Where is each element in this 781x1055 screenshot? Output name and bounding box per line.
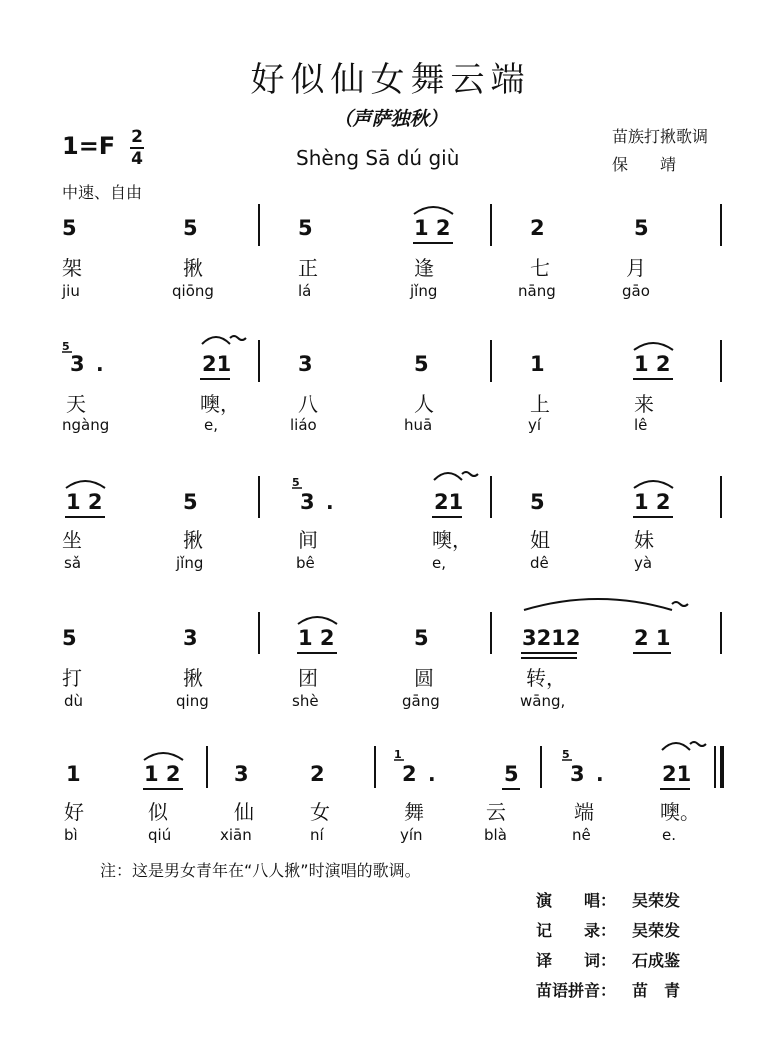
pinyin: qiú — [148, 826, 172, 844]
pinyin: bì — [64, 826, 78, 844]
lyric: 姐 — [530, 528, 550, 552]
note: 5 — [634, 216, 649, 240]
pinyin: shè — [292, 692, 319, 710]
note: 2 1 — [634, 626, 671, 650]
credit-value: 石成鉴 — [632, 951, 681, 970]
footnote: 注：这是男女青年在“八人揪”时演唱的歌调。 — [100, 861, 421, 880]
note: 3 — [570, 762, 585, 786]
pinyin: yín — [400, 826, 423, 844]
note: 21 — [202, 352, 232, 376]
region-label: 保 靖 — [612, 155, 677, 174]
augmentation-dot: . — [596, 762, 604, 786]
lyric: 来 — [634, 392, 654, 416]
note: 5 — [298, 216, 313, 240]
trill-mark — [672, 602, 688, 606]
lyric: 人 — [414, 392, 434, 416]
grace-note: 5 — [292, 476, 300, 489]
key-signature: 1=F — [62, 132, 116, 160]
note: 1 2 — [144, 762, 181, 786]
note: 3212 — [522, 626, 581, 650]
pinyin: e, — [204, 416, 218, 434]
credit-value: 苗 青 — [632, 981, 681, 1000]
genre-label: 苗族打揪歌调 — [612, 127, 709, 146]
pinyin: jiu — [62, 282, 80, 300]
pinyin: blà — [484, 826, 507, 844]
lyric: 架 — [62, 256, 82, 280]
lyric: 揪 — [183, 666, 203, 690]
lyric: 似 — [148, 800, 168, 824]
note: 21 — [434, 490, 464, 514]
pinyin: e. — [662, 826, 676, 844]
lyric: 转， — [526, 666, 566, 690]
slur — [634, 343, 673, 350]
note: 3 — [70, 352, 85, 376]
pinyin: lá — [298, 282, 312, 300]
pinyin: bê — [296, 554, 315, 572]
lyric: 天 — [66, 392, 86, 416]
credit-label: 译 词： — [536, 951, 617, 970]
lyric: 正 — [298, 256, 318, 280]
pinyin: gāo — [622, 282, 650, 300]
note: 1 2 — [414, 216, 451, 240]
credit-label: 演 唱： — [536, 891, 617, 910]
lyric: 噢。 — [660, 800, 700, 824]
note: 1 — [530, 352, 545, 376]
slur — [414, 207, 453, 214]
lyric: 仙 — [234, 800, 254, 824]
pinyin: nāng — [518, 282, 556, 300]
grace-note: 5 — [62, 340, 70, 353]
lyric: 女 — [310, 800, 330, 824]
lyric: 团 — [298, 666, 318, 690]
augmentation-dot: . — [326, 490, 334, 514]
lyric: 端 — [574, 800, 594, 824]
slur — [434, 473, 462, 480]
augmentation-dot: . — [96, 352, 104, 376]
time-signature-bottom: 4 — [131, 149, 143, 169]
time-signature-top: 2 — [131, 127, 143, 147]
pinyin: gāng — [402, 692, 440, 710]
note: 5 — [504, 762, 519, 786]
trill-mark — [690, 742, 706, 746]
slur — [524, 599, 672, 610]
note: 5 — [414, 626, 429, 650]
pinyin: wāng, — [520, 692, 566, 710]
note: 2 — [530, 216, 545, 240]
note: 3 — [234, 762, 249, 786]
note: 2 — [310, 762, 325, 786]
credit-label: 苗语拼音： — [536, 981, 617, 1000]
note: 3 — [298, 352, 313, 376]
note: 5 — [62, 216, 77, 240]
trill-mark — [462, 472, 478, 476]
lyric: 噢， — [432, 528, 472, 552]
pinyin: liáo — [290, 416, 317, 434]
note: 5 — [183, 490, 198, 514]
note: 2 — [402, 762, 417, 786]
pinyin: huā — [404, 416, 433, 434]
grace-note: 1 — [394, 748, 402, 761]
augmentation-dot: . — [428, 762, 436, 786]
grace-note: 5 — [562, 748, 570, 761]
pinyin: qiōng — [172, 282, 214, 300]
note: 5 — [414, 352, 429, 376]
lyric: 月 — [626, 256, 646, 280]
lyric: 打 — [62, 666, 82, 690]
credit-value: 吴荣发 — [632, 921, 681, 940]
title-pinyin: Shèng Sā dú giù — [296, 146, 460, 170]
lyric: 揪 — [183, 528, 203, 552]
lyric: 揪 — [183, 256, 203, 280]
song-subtitle: （声萨独秋） — [333, 108, 448, 130]
pinyin: qing — [176, 692, 209, 710]
note: 1 — [66, 762, 81, 786]
pinyin: jǐng — [410, 282, 438, 300]
lyric: 舞 — [404, 800, 424, 824]
lyric: 圆 — [414, 666, 434, 690]
lyric: 七 — [530, 256, 550, 280]
lyric: 妹 — [634, 528, 654, 552]
tempo-marking: 中速、自由 — [62, 183, 143, 202]
pinyin: ngàng — [62, 416, 110, 434]
note: 1 2 — [634, 490, 671, 514]
lyric: 噢， — [200, 392, 240, 416]
note: 5 — [530, 490, 545, 514]
lyric: 好 — [64, 800, 84, 824]
pinyin: ní — [310, 826, 324, 844]
lyric: 逢 — [414, 256, 434, 280]
pinyin: jǐng — [176, 554, 204, 572]
note: 3 — [300, 490, 315, 514]
trill-mark — [230, 336, 246, 340]
slur — [298, 617, 337, 624]
pinyin: yà — [634, 554, 653, 572]
pinyin: dê — [530, 554, 549, 572]
pinyin: yí — [528, 416, 542, 434]
lyric: 八 — [298, 392, 318, 416]
lyric: 间 — [298, 528, 318, 552]
note: 5 — [183, 216, 198, 240]
note: 3 — [183, 626, 198, 650]
pinyin: e, — [432, 554, 446, 572]
song-title: 好似仙女舞云端 — [250, 60, 531, 100]
note: 5 — [62, 626, 77, 650]
slur — [202, 337, 230, 344]
slur — [144, 753, 183, 760]
lyric: 云 — [486, 800, 506, 824]
pinyin: dù — [64, 692, 84, 710]
slur — [634, 481, 673, 488]
slur — [66, 481, 105, 488]
pinyin: lê — [634, 416, 648, 434]
pinyin: nê — [572, 826, 591, 844]
credit-label: 记 录： — [536, 921, 617, 940]
note: 21 — [662, 762, 692, 786]
note: 1 2 — [634, 352, 671, 376]
credit-value: 吴荣发 — [632, 891, 681, 910]
note: 1 2 — [298, 626, 335, 650]
note: 1 2 — [66, 490, 103, 514]
pinyin: sǎ — [64, 554, 82, 572]
lyric: 上 — [530, 392, 550, 416]
pinyin: xiān — [220, 826, 252, 844]
slur — [662, 743, 690, 750]
lyric: 坐 — [62, 528, 82, 552]
